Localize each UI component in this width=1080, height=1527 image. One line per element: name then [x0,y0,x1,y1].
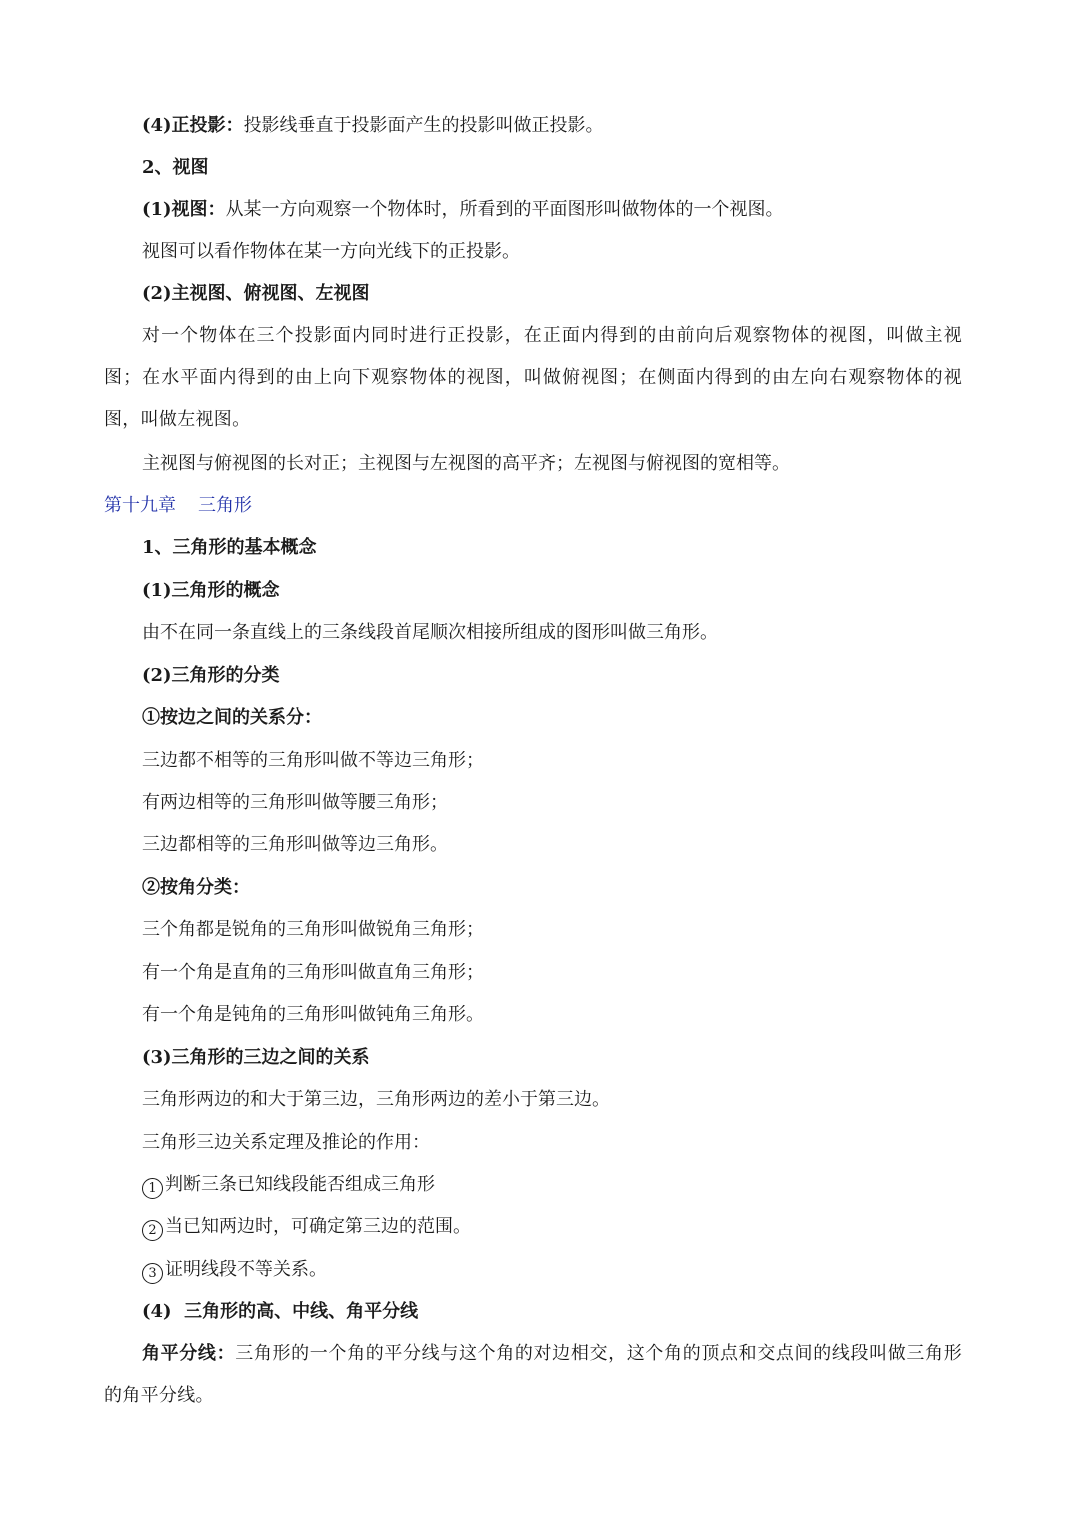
term-label: 角平分线： [142,1343,236,1364]
list-item [142,1173,435,1199]
list-item [142,1258,327,1284]
chapter-heading [104,494,252,518]
chapter-title: 三角形 [198,495,252,516]
circled-number: 3 [142,1263,163,1284]
section-heading: 1、三角形的基本概念 [142,537,317,558]
subheading: (2)三角形的分类 [142,665,280,686]
paragraph-three-views: 对一个物体在三个投影面内同时进行正投影，在正面内得到的由前向后观察物体的视图，叫做主视图；在水平面内得到的由上向下观察物体的视图，叫做俯视图；在侧面内得到的由左向右观察物体的视图，叫做左视图。 [104,325,962,430]
list-item: 有一个角是钝角的三角形叫做钝角三角形。 [142,1004,484,1025]
paragraph: 主视图与俯视图的长对正；主视图与左视图的高平齐；左视图与俯视图的宽相等。 [142,453,790,474]
list-item: 三个角都是锐角的三角形叫做锐角三角形； [142,919,484,940]
subheading: (3)三角形的三边之间的关系 [142,1047,370,1068]
paragraph: 三角形三边关系定理及推论的作用： [142,1132,430,1153]
term-label: (4)正投影： [142,115,244,136]
list-item: 有两边相等的三角形叫做等腰三角形； [142,792,448,813]
list-item-text: 证明线段不等关系。 [165,1259,327,1280]
chapter-number: 第十九章 [104,495,176,516]
subheading: (4) 三角形的高、中线、角平分线 [142,1301,419,1322]
view-definition [142,198,784,222]
list-item: 三边都相等的三角形叫做等边三角形。 [142,834,448,855]
subheading: ②按角分类： [142,877,250,898]
list-item: 三边都不相等的三角形叫做不等边三角形； [142,750,484,771]
definition-text: 三角形的一个角的平分线与这个角的对边相交，这个角的顶点和交点间的线段叫做三角形的角平分线。 [104,1343,963,1406]
angle-bisector-definition [104,1333,962,1417]
term-label: (1)视图： [142,199,226,220]
list-item-text: 判断三条已知线段能否组成三角形 [165,1174,435,1195]
paragraph: 视图可以看作物体在某一方向光线下的正投影。 [142,241,520,262]
circled-number: 2 [142,1220,163,1241]
section-heading-views: 2、视图 [142,157,209,178]
circled-number: 1 [142,1178,163,1199]
subheading: (1)三角形的概念 [142,580,280,601]
list-item-text: 当已知两边时，可确定第三边的范围。 [165,1216,471,1237]
subheading: ①按边之间的关系分： [142,707,322,728]
paragraph: 由不在同一条直线上的三条线段首尾顺次相接所组成的图形叫做三角形。 [142,622,718,643]
list-item [142,1215,471,1241]
definition-text: 从某一方向观察一个物体时，所看到的平面图形叫做物体的一个视图。 [225,199,784,220]
subheading-three-views: (2)主视图、俯视图、左视图 [142,283,370,304]
list-item: 有一个角是直角的三角形叫做直角三角形； [142,962,484,983]
orthographic-projection-definition [142,114,604,138]
definition-text: 投影线垂直于投影面产生的投影叫做正投影。 [243,115,604,136]
paragraph: 三角形两边的和大于第三边，三角形两边的差小于第三边。 [142,1089,610,1110]
